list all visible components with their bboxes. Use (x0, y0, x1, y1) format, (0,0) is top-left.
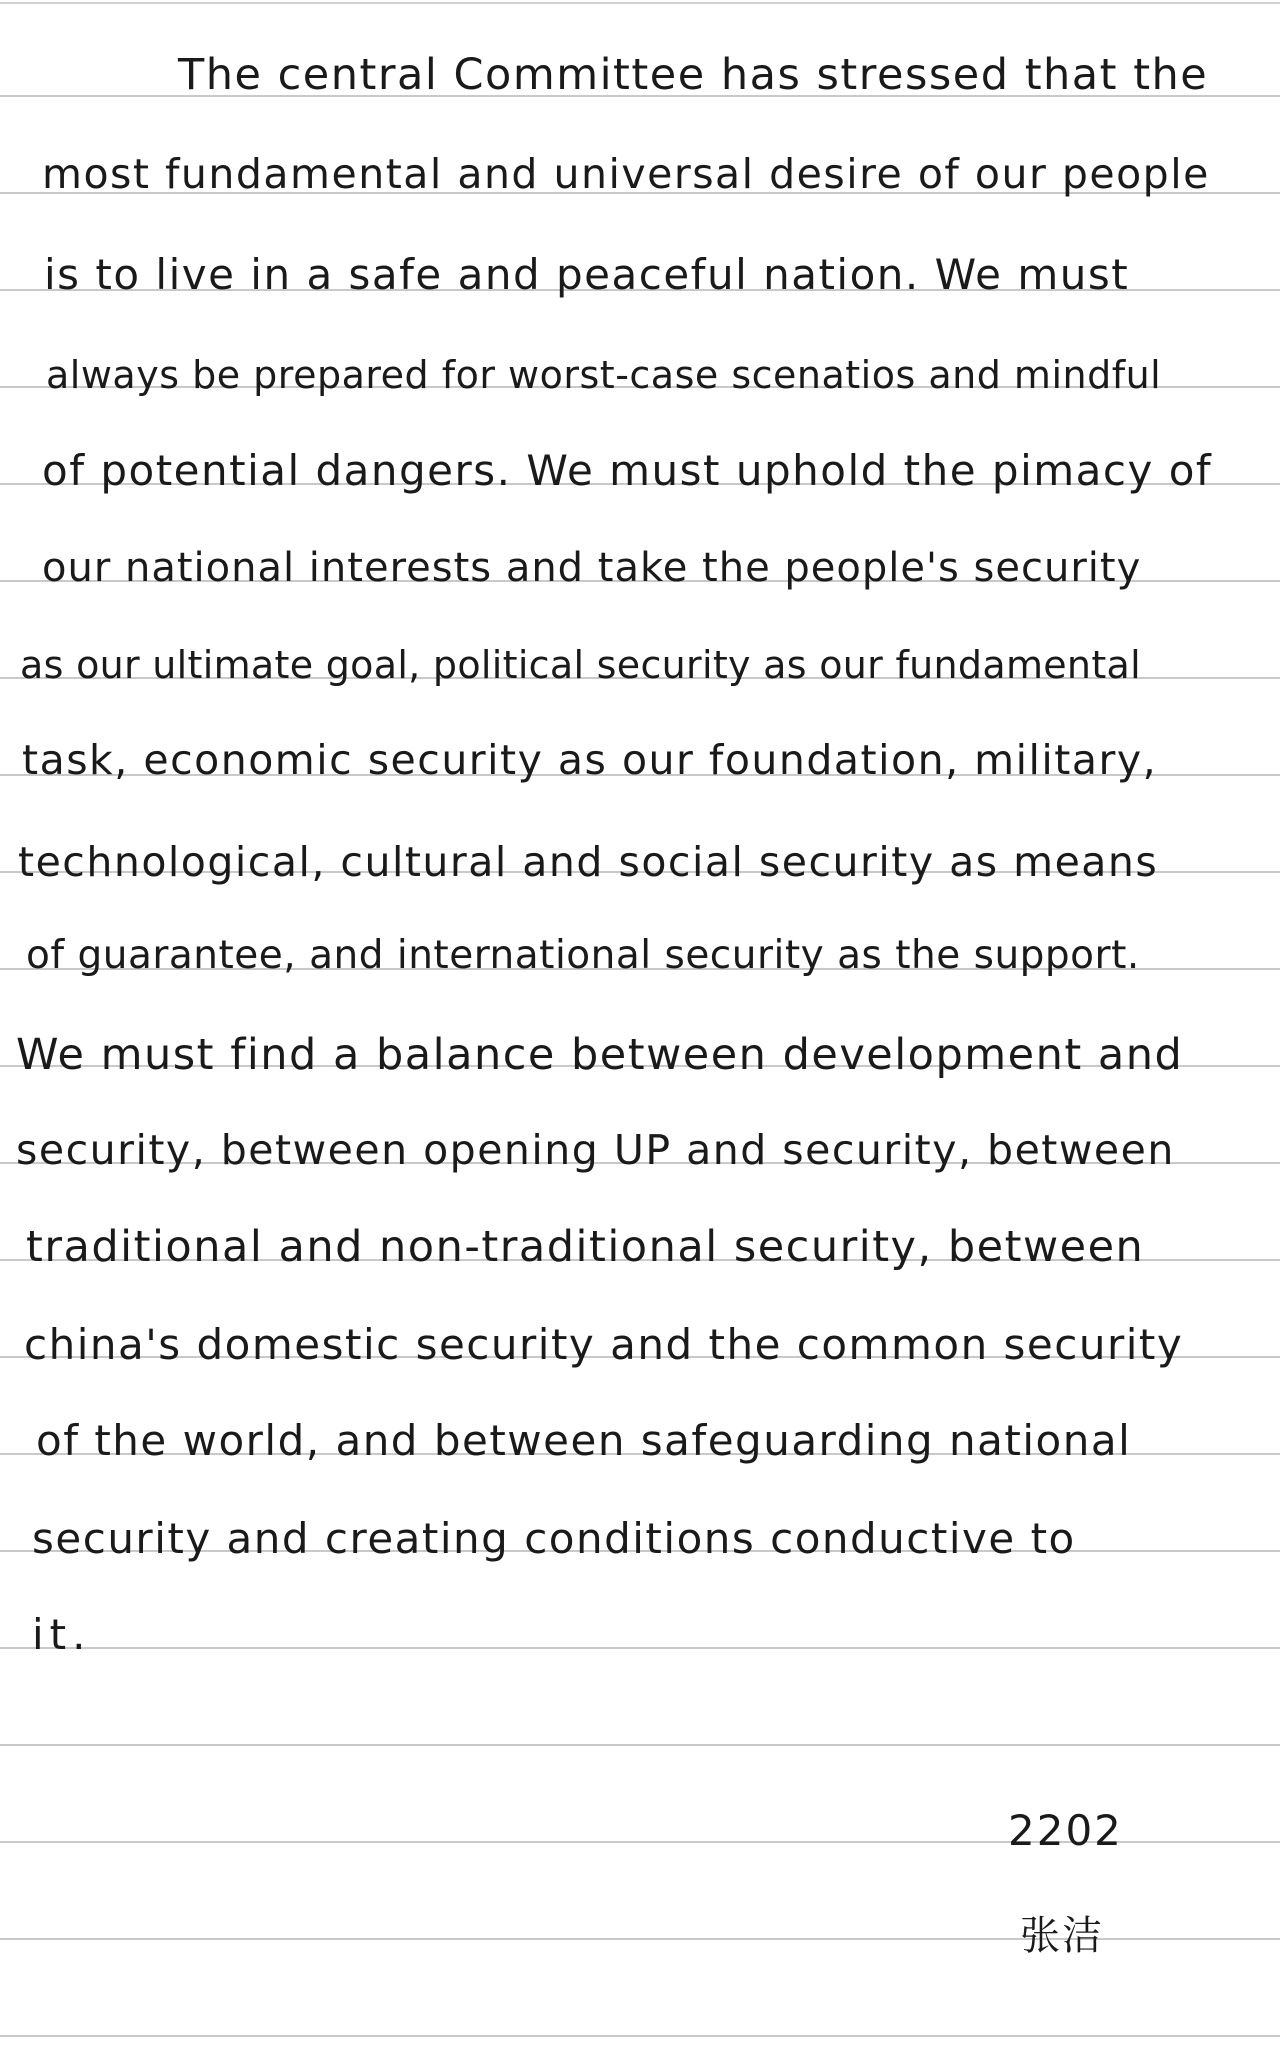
text-line-17: it. (32, 1610, 92, 1659)
text-line-12: security, between opening UP and security, between (16, 1126, 1175, 1174)
text-line-14: china's domestic security and the common security (24, 1320, 1184, 1369)
text-line-13: traditional and non-traditional security, between (26, 1222, 1145, 1272)
text-line-1: The central Committee has stressed that the (178, 50, 1209, 100)
text-line-8: task, economic security as our foundation, military, (22, 736, 1158, 784)
text-line-6: our national interests and take the people's security (42, 545, 1142, 591)
text-line-2: most fundamental and universal desire of our people (42, 150, 1210, 198)
text-line-15: of the world, and between safeguarding national (36, 1416, 1132, 1465)
top-rule (0, 2, 1280, 4)
text-line-4: always be prepared for worst-case scenatios and mindful (46, 353, 1162, 397)
text-line-11: We must find a balance between development and (16, 1030, 1184, 1080)
text-line-7: as our ultimate goal, political security as our fundamental (20, 643, 1141, 687)
text-line-16: security and creating conditions conductive to (32, 1514, 1076, 1563)
text-line-3: is to live in a safe and peaceful nation. We must (44, 250, 1130, 299)
text-line-10: of guarantee, and international security as the support. (26, 933, 1140, 978)
signature-text: 张洁 (1020, 1913, 1104, 1959)
date-text: 2202 (1008, 1806, 1123, 1855)
text-line-9: technological, cultural and social security as means (18, 838, 1159, 886)
text-line-5: of potential dangers. We must uphold the pimacy of (42, 446, 1213, 495)
